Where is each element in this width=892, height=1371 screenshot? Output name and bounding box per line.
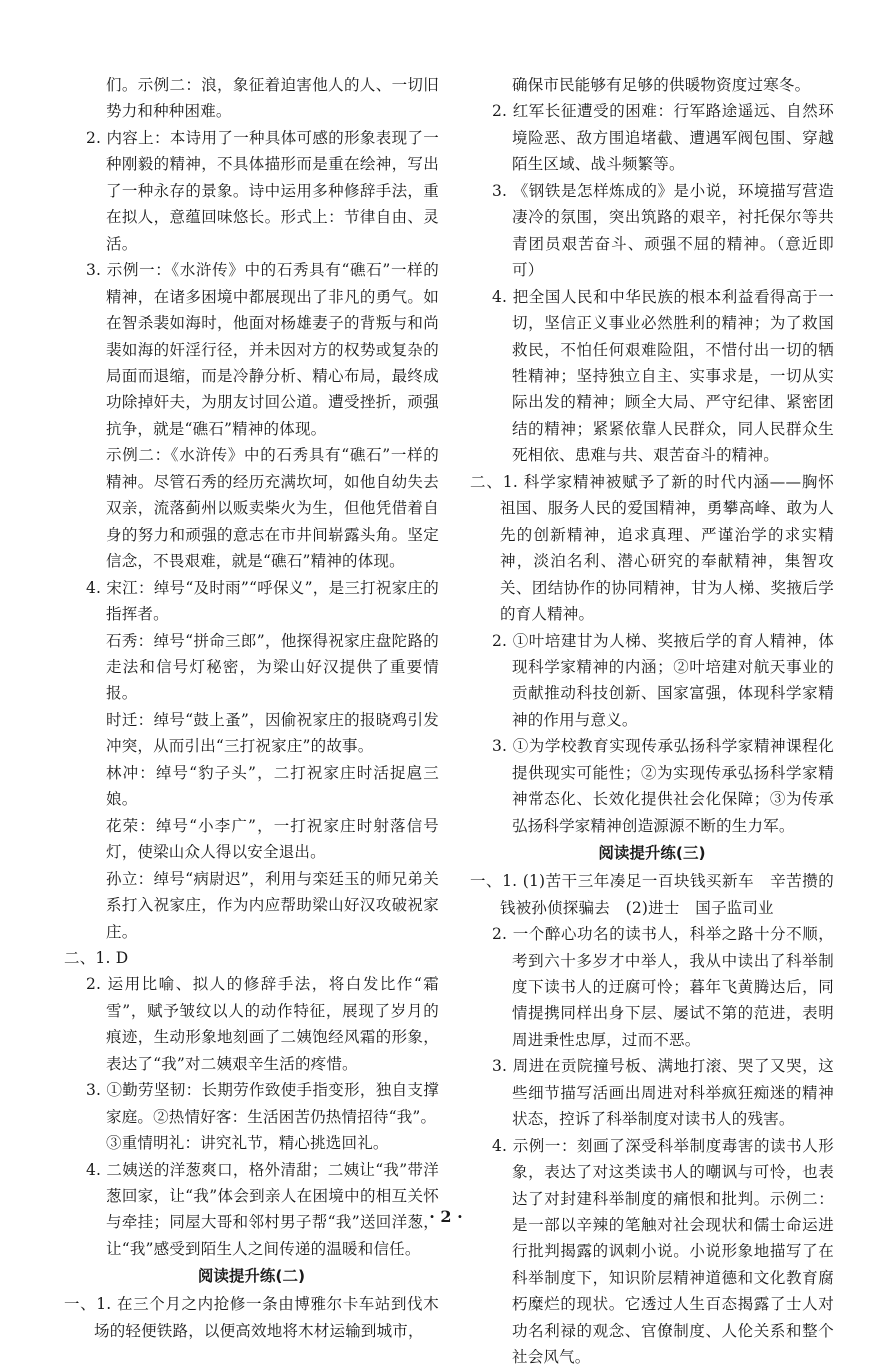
answer-item: 3. ①为学校教育实现传承弘扬科学家精神课程化提供现实可能性；②为实现传承弘扬科学家精神常态化、长效化提供社会化保障；③为传承弘扬科学家精神创造源源不断的生力军。 xyxy=(492,737,834,835)
answer-item: 2. 运用比喻、拟人的修辞手法，将白发比作“霜雪”，赋予皱纹以人的动作特征，展现了岁月的痕迹，生动形象地刻画了二姨饱经风霜的形象，表达了“我”对二姨艰辛生活的疼惜。 xyxy=(86,975,439,1073)
answer-item: 3. ①勤劳坚韧：长期劳作致使手指变形，独自支撑家庭。②热情好客：生活困苦仍热情招待“我”。 xyxy=(86,1081,439,1126)
answer-item: 石秀：绰号“拼命三郎”，他探得祝家庄盘陀路的走法和信号灯秘密，为梁山好汉提供了重要情报。 xyxy=(106,631,439,703)
section-item: 一、1. (1)苦干三年凑足一百块钱买新车 辛苦攒的钱被孙侦探骗去 (2)进士 国子监司业 xyxy=(470,872,834,917)
answer-item: 3. 《钢铁是怎样炼成的》是小说，环境描写营造凄冷的氛围，突出筑路的艰辛，衬托保尔等共青团员艰苦奋斗、顽强不屈的精神。（意近即可） xyxy=(492,181,834,280)
answer-item: 孙立：绰号“病尉迟”，利用与栾廷玉的师兄弟关系打入祝家庄，作为内应帮助梁山好汉攻破祝家庄。 xyxy=(106,869,439,941)
left-column xyxy=(64,72,439,1344)
right-column xyxy=(470,72,834,1371)
section-heading: 阅读提升练(三) xyxy=(598,844,706,863)
answer-item: 时迁：绰号“鼓上蚤”，因偷祝家庄的报晓鸡引发冲突，从而引出“三打祝家庄”的故事。 xyxy=(106,710,439,756)
answer-item: 4. 二姨送的洋葱爽口，格外清甜；二姨让“我”带洋葱回家，让“我”体会到亲人在困境中的相互关怀与牵挂；同屋大哥和邻村男子帮“我”送回洋葱，让“我”感受到陌生人之间传递的温暖和信任。 xyxy=(86,1160,439,1258)
answer-item: 2. 一个醉心功名的读书人，科举之路十分不顺，考到六十多岁才中举人，我从中读出了科举制度下读书人的迂腐可怜；暮年飞黄腾达后，同情提携同样出身下层、屡试不第的范进，表明周进秉性忠厚，过而不恶。 xyxy=(492,925,834,1049)
section-heading: 阅读提升练(二) xyxy=(197,1267,306,1286)
answer-item: 示例二：《水浒传》中的石秀具有“礁石”一样的精神。尽管石秀的经历充满坎坷，如他自幼失去双亲，流落蓟州以贩卖柴火为生，但他凭借着自身的努力和顽强的意志在市井间崭露头角。坚定信念，不畏艰难，就是“礁石”精神的体现。 xyxy=(106,446,439,571)
answer-item: 确保市民能够有足够的供暖物资度过寒冬。 xyxy=(512,76,811,94)
answer-item: 2. ①叶培建甘为人梯、奖掖后学的育人精神，体现科学家精神的内涵；②叶培建对航天事业的贡献推动科技创新、国家富强，体现科学家精神的作用与意义。 xyxy=(492,631,834,729)
answer-item: 4. 宋江：绰号“及时雨”“呼保义”，是三打祝家庄的指挥者。 xyxy=(86,578,439,624)
answer-item: 4. 示例一：刻画了深受科举制度毒害的读书人形象，表达了对这类读书人的嘲讽与可怜，也表达了对封建科举制度的痛恨和批判。示例二：是一部以辛辣的笔触对社会现状和儒士命运进行批判揭露的讽刺小说。小说形象地描写了在科举制度下，知识阶层精神道德和文化教育腐朽糜烂的现状。它透过人生百态揭露了士人对功名利禄的观念、官僚制度、人伦关系和整个社会风气。 xyxy=(492,1136,834,1367)
section-item: 二、1. D xyxy=(64,948,129,967)
answer-item: 2. 内容上：本诗用了一种具体可感的形象表现了一种刚毅的精神，不具体描形而是重在绘神，写出了一种永存的景象。诗中运用多种修辞手法，重在拟人，意蕴回味悠长。形式上：节律自由、灵活。 xyxy=(86,128,439,253)
answer-item: 3. 示例一：《水浒传》中的石秀具有“礁石”一样的精神，在诸多困境中都展现出了非凡的勇气。如在智杀裴如海时，他面对杨雄妻子的背叛与和尚裴如海的奸淫行径，并未因对方的权势或复杂的局面而退缩，而是冷静分析、精心布局，最终成功除掉奸夫，为朋友讨回公道。遭受挫折，顽强抗争，就是“礁石”精神的体现。 xyxy=(86,261,439,438)
section-item: 二、1. 科学家精神被赋予了新的时代内涵——胸怀祖国、服务人民的爱国精神，勇攀高峰、敢为人先的创新精神，追求真理、严谨治学的求实精神，淡泊名利、潜心研究的奉献精神，集智攻关、团结协作的协同精神，甘为人梯、奖掖后学的育人精神。 xyxy=(470,472,834,624)
answer-item: 4. 把全国人民和中华民族的根本利益看得高于一切，坚信正义事业必然胜利的精神；为了救国救民，不怕任何艰难险阻，不惜付出一切的牺牲精神；坚持独立自主、实事求是，一切从实际出发的精神；顾全大局、严守纪律、紧密团结的精神；紧紧依靠人民群众，同人民群众生死相依、患难与共、艰苦奋斗的精神。 xyxy=(492,287,834,465)
answer-item: 们。示例二：浪，象征着迫害他人的人、一切旧势力和种种困难。 xyxy=(106,76,439,121)
section-item: 一、1. 在三个月之内抢修一条由博雅尔卡车站到伐木场的轻便铁路，以便高效地将木材运输到城市， xyxy=(64,1295,439,1340)
answer-item: ③重情明礼：讲究礼节，精心挑选回礼。 xyxy=(106,1134,389,1153)
answer-item: 2. 红军长征遭受的困难：行军路途遥远、自然环境险恶、敌方围追堵截、遭遇军阀包围、穿越陌生区域、战斗频繁等。 xyxy=(492,102,834,174)
answer-item: 林冲：绰号“豹子头”，二打祝家庄时活捉扈三娘。 xyxy=(106,763,439,809)
answer-item: 花荣：绰号“小李广”，一打祝家庄时射落信号灯，使梁山众人得以安全退出。 xyxy=(106,816,439,862)
page-number: · 2 · xyxy=(429,1207,463,1226)
answer-item: 3. 周进在贡院撞号板、满地打滚、哭了又哭，这些细节描写活画出周进对科举疯狂痴迷的精神状态，控诉了科举制度对读书人的残害。 xyxy=(492,1057,834,1129)
